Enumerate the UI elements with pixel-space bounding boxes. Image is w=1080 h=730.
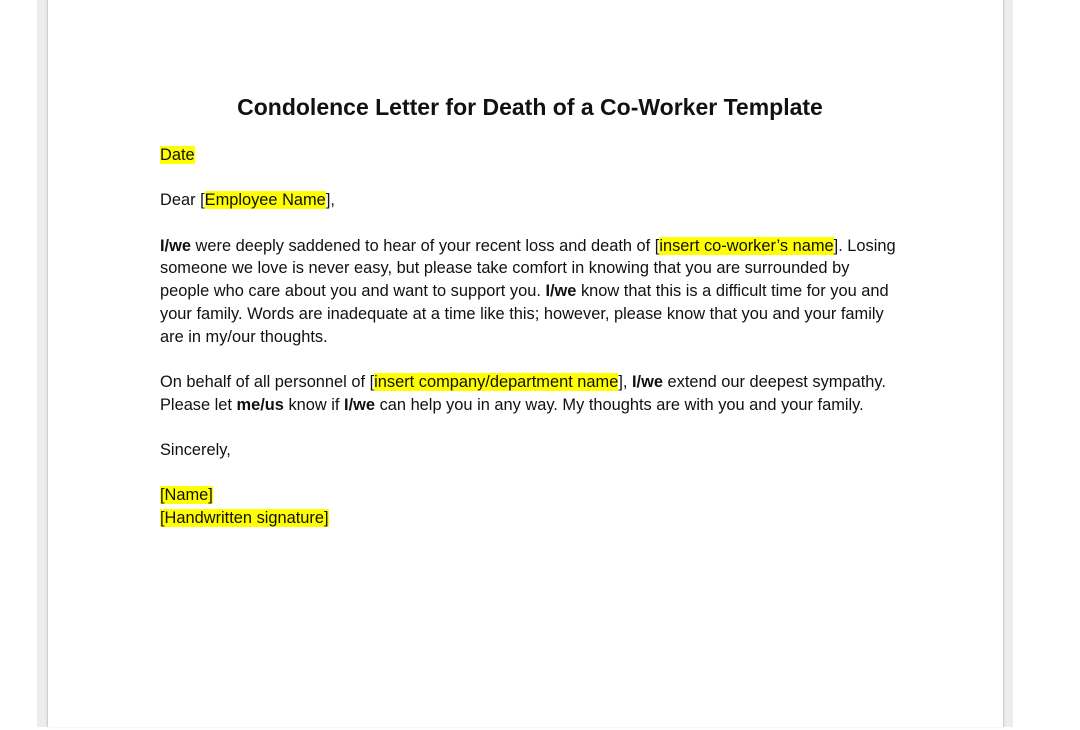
paragraph-text: extend our deepest sympathy. Please let: [160, 372, 886, 414]
name-placeholder: [Name]: [160, 486, 213, 505]
date-placeholder: Date: [160, 146, 195, 164]
page-margin-right: [1003, 0, 1013, 727]
paragraph-text: were deeply saddened to hear of your recent loss and death of [: [190, 236, 660, 255]
paragraph-sympathy: [160, 371, 900, 416]
signature-placeholder: [Handwritten signature]: [160, 509, 329, 528]
paragraph-text: know that this is a difficult time for you and your family. Words are inadequate at a time like this; however, please know that you and your family are in my/our thoughts.: [160, 282, 889, 346]
page-margin-left: [37, 0, 47, 727]
letter-body: [160, 90, 900, 530]
paragraph-condolence: [160, 235, 900, 349]
signature-block: [160, 484, 900, 529]
paragraph-text: know if: [283, 395, 345, 414]
paragraph-text: On behalf of all personnel of [: [160, 372, 375, 391]
salutation-prefix: Dear [: [160, 191, 205, 210]
pronoun-emphasis: me/us: [236, 395, 284, 414]
co-worker-name-placeholder: insert co-worker’s name: [659, 236, 834, 255]
pronoun-emphasis: I/we: [160, 236, 191, 255]
salutation-suffix: ],: [325, 191, 335, 210]
paragraph-text: can help you in any way. My thoughts are with you and your family.: [375, 395, 864, 414]
document-page: [47, 0, 1004, 727]
pronoun-emphasis: I/we: [344, 395, 376, 414]
date-line: [160, 144, 900, 167]
paragraph-text: ]. Losing someone we love is never easy, but please take comfort in knowing that you are surrounded by people who care about you and want to support you.: [160, 236, 896, 301]
company-name-placeholder: insert company/department name: [374, 372, 619, 391]
closing: Sincerely,: [160, 441, 231, 460]
employee-name-placeholder: Employee Name: [204, 191, 326, 210]
pronoun-emphasis: I/we: [631, 372, 663, 391]
salutation: [160, 189, 900, 212]
document-title: Condolence Letter for Death of a Co-Worker Template: [237, 94, 823, 120]
pronoun-emphasis: I/we: [545, 282, 577, 301]
paragraph-text: ],: [618, 372, 632, 391]
